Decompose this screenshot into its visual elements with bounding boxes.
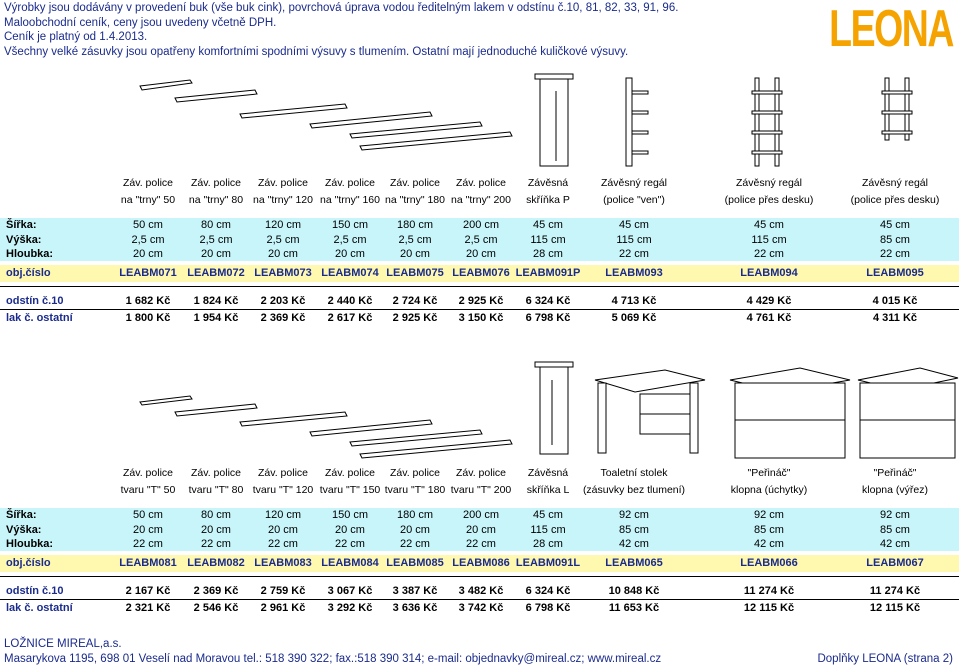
product-name: Toaletní stolek (600, 467, 668, 479)
width-row-cell: 45 cm (754, 219, 784, 231)
price10-row-cell: 2 203 Kč (260, 294, 306, 307)
cabinet-illustration (540, 76, 568, 166)
product-variant: tvaru "T" 150 (319, 484, 381, 496)
order-row-cell: LEABM085 (386, 557, 444, 569)
depth-row-cell: 42 cm (754, 537, 784, 550)
product-name: Záv. police (390, 177, 440, 189)
order-row-cell: LEABM093 (605, 267, 663, 279)
height-row (0, 233, 959, 247)
product-variant: (zásuvky bez tlumení) (582, 484, 686, 496)
height-row-cell: 20 cm (268, 523, 298, 536)
product-variant: tvaru "T" 50 (120, 484, 176, 496)
depth-row-cell: 22 cm (201, 537, 231, 550)
depth-row-cell: 22 cm (335, 537, 365, 550)
product-variant: tvaru "T" 120 (252, 484, 314, 496)
order-row-cell: LEABM091P (515, 267, 581, 279)
header-line-1: Výrobky jsou dodávány v provedení buk (vše buk cink), povrchová úprava vodou ředitelným lakem v odstínu č.10, 81, 82, 33, 91, 96. (4, 2, 679, 14)
price-other-row-cell: 5 069 Kč (611, 311, 657, 324)
width-row-cell: 50 cm (133, 219, 163, 231)
height-row-cell: 115 cm (751, 233, 787, 246)
price-other-row-cell: 1 800 Kč (125, 311, 171, 324)
width-row-cell: 180 cm (396, 219, 434, 231)
product-variant: na "trny" 200 (451, 194, 511, 206)
price10-row-cell: 3 067 Kč (327, 584, 373, 597)
height-row-cell: 2,5 cm (199, 233, 233, 246)
price10-row-label: odstín č.10 (6, 584, 64, 597)
price10-row-cell: 2 369 Kč (193, 584, 239, 597)
product-variant: na "trny" 120 (253, 194, 313, 206)
header-line-3: Ceník je platný od 1.4.2013. (4, 31, 148, 43)
divider (0, 599, 959, 600)
width-row-cell: 200 cm (462, 509, 500, 521)
width-row-cell: 150 cm (331, 219, 369, 231)
price10-row-cell: 4 429 Kč (746, 294, 792, 307)
width-row-cell: 120 cm (264, 509, 302, 521)
order-row (0, 265, 959, 282)
product-variant: na "trny" 160 (320, 194, 380, 206)
height-row-cell: 2,5 cm (266, 233, 300, 246)
product-variant: na "trny" 180 (385, 194, 445, 206)
order-row-cell: LEABM073 (254, 267, 312, 279)
order-row-cell: LEABM071 (119, 267, 177, 279)
price-other-row-cell: 3 636 Kč (392, 601, 438, 614)
order-row-cell: LEABM086 (452, 557, 510, 569)
product-variant: skříňka P (526, 194, 570, 206)
footer-address: Masarykova 1195, 698 01 Veselí nad Moravou tel.: 518 390 322; fax.:518 390 314; e-mail: objednavky@mireal.cz; www.mireal.cz (4, 653, 662, 665)
price10-row-cell: 11 274 Kč (869, 584, 921, 597)
depth-row-cell: 22 cm (268, 537, 298, 550)
width-row-cell: 45 cm (533, 219, 563, 231)
width-row-cell: 180 cm (396, 509, 434, 521)
product-name: Záv. police (191, 177, 241, 189)
order-row-cell: LEABM075 (386, 267, 444, 279)
depth-row-cell: 22 cm (754, 247, 784, 260)
order-row-cell: LEABM083 (254, 557, 312, 569)
product-illustrations-2 (0, 350, 959, 465)
depth-row-cell: 20 cm (133, 247, 163, 260)
product-name: Závěsný regál (736, 177, 802, 189)
divider (0, 286, 959, 287)
product-name: Záv. police (258, 467, 308, 479)
price-other-row-cell: 3 742 Kč (458, 601, 504, 614)
product-variant: (police přes desku) (850, 194, 940, 206)
product-variant: na "trny" 50 (120, 194, 176, 206)
price10-row-cell: 2 440 Kč (327, 294, 373, 307)
price10-row-cell: 4 015 Kč (872, 294, 918, 307)
height-row-label: Výška: (6, 233, 42, 246)
footer-page: Doplňky LEONA (strana 2) (817, 653, 953, 665)
height-row-cell: 20 cm (335, 523, 365, 536)
product-variant: (police přes desku) (724, 194, 814, 206)
price-other-row-cell: 2 925 Kč (392, 311, 438, 324)
price10-row-cell: 2 759 Kč (260, 584, 306, 597)
order-row-cell: LEABM094 (740, 267, 798, 279)
order-row-label: obj.číslo (6, 557, 51, 569)
depth-row-cell: 20 cm (201, 247, 231, 260)
depth-row-label: Hloubka: (6, 247, 54, 260)
width-row-cell: 80 cm (201, 219, 231, 231)
height-row-cell: 2,5 cm (464, 233, 498, 246)
price-other-row (0, 601, 959, 615)
width-row (0, 508, 959, 523)
width-row-cell: 150 cm (331, 509, 369, 521)
product-illustrations-1 (0, 66, 959, 176)
width-row-cell: 45 cm (880, 219, 910, 231)
depth-row (0, 247, 959, 261)
height-row-cell: 85 cm (619, 523, 649, 536)
price10-row-cell: 2 167 Kč (125, 584, 171, 597)
price-other-row-cell: 4 311 Kč (872, 311, 918, 324)
depth-row-cell: 42 cm (880, 537, 910, 550)
price10-row (0, 294, 959, 308)
product-variant: (police "ven") (603, 194, 665, 206)
height-row-cell: 2,5 cm (131, 233, 165, 246)
height-row-cell: 85 cm (880, 523, 910, 536)
price10-row-cell: 6 324 Kč (525, 294, 571, 307)
product-name: Závěsná (527, 467, 569, 479)
footer-company: LOŽNICE MIREAL,a.s. (4, 638, 122, 650)
product-variant: klopna (výřez) (862, 484, 928, 496)
width-row-cell: 92 cm (880, 509, 910, 521)
price10-row-cell: 1 824 Kč (193, 294, 239, 307)
price10-row-cell: 2 925 Kč (458, 294, 504, 307)
width-row-cell: 92 cm (619, 509, 649, 521)
width-row (0, 218, 959, 233)
product-variant: klopna (úchytky) (730, 484, 808, 496)
product-variant: tvaru "T" 200 (450, 484, 512, 496)
price10-row-cell: 3 482 Kč (458, 584, 504, 597)
divider (0, 576, 959, 577)
order-row-cell: LEABM072 (187, 267, 245, 279)
height-row-cell: 20 cm (466, 523, 496, 536)
price10-row-cell: 3 387 Kč (392, 584, 438, 597)
width-row-label: Šířka: (6, 219, 37, 231)
price-other-row-label: lak č. ostatní (6, 311, 73, 324)
header-line-2: Maloobchodní ceník, ceny jsou uvedeny včetně DPH. (4, 16, 277, 29)
header-text (4, 1, 678, 59)
order-row-cell: LEABM066 (740, 557, 798, 569)
order-row-cell: LEABM095 (866, 267, 924, 279)
height-row-cell: 85 cm (880, 233, 910, 246)
height-row-label: Výška: (6, 523, 42, 536)
height-row (0, 523, 959, 537)
product-name: "Peřináč" (873, 467, 917, 479)
depth-row-cell: 28 cm (533, 537, 563, 550)
depth-row-cell: 22 cm (133, 537, 163, 550)
price10-row-cell: 10 848 Kč (608, 584, 660, 597)
price-other-row-cell: 3 292 Kč (327, 601, 373, 614)
product-name: Záv. police (123, 177, 173, 189)
depth-row-cell: 20 cm (335, 247, 365, 260)
depth-row-cell: 22 cm (880, 247, 910, 260)
product-name: Záv. police (258, 177, 308, 189)
depth-row-cell: 20 cm (268, 247, 298, 260)
product-name: Závěsná (527, 177, 569, 189)
height-row-cell: 20 cm (133, 523, 163, 536)
width-row-cell: 120 cm (264, 219, 302, 231)
order-row (0, 555, 959, 572)
product-name: Záv. police (123, 467, 173, 479)
price10-row (0, 584, 959, 598)
shelf-illustration (140, 80, 192, 90)
price10-row-cell: 1 682 Kč (125, 294, 171, 307)
price-other-row-label: lak č. ostatní (6, 601, 73, 614)
depth-row-cell: 20 cm (466, 247, 496, 260)
width-row-cell: 92 cm (754, 509, 784, 521)
price-other-row-cell: 3 150 Kč (458, 311, 504, 324)
height-row-cell: 20 cm (400, 523, 430, 536)
order-row-label: obj.číslo (6, 267, 51, 279)
product-name: Záv. police (456, 177, 506, 189)
depth-row (0, 537, 959, 551)
depth-row-label: Hloubka: (6, 537, 54, 550)
product-name: Závěsný regál (862, 177, 928, 189)
price-other-row (0, 311, 959, 325)
order-row-cell: LEABM081 (119, 557, 177, 569)
width-row-cell: 80 cm (201, 509, 231, 521)
width-row-cell: 50 cm (133, 509, 163, 521)
width-row-cell: 45 cm (619, 219, 649, 231)
product-name: Záv. police (191, 467, 241, 479)
width-row-label: Šířka: (6, 509, 37, 521)
product-name: Závěsný regál (601, 177, 667, 189)
price-other-row-cell: 2 961 Kč (260, 601, 306, 614)
order-row-cell: LEABM067 (866, 557, 924, 569)
height-row-cell: 115 cm (530, 233, 566, 246)
height-row-cell: 20 cm (201, 523, 231, 536)
order-row-cell: LEABM084 (321, 557, 379, 569)
order-row-cell: LEABM082 (187, 557, 245, 569)
order-row-cell: LEABM091L (515, 557, 581, 569)
price-other-row-cell: 2 369 Kč (260, 311, 306, 324)
product-name: Záv. police (456, 467, 506, 479)
price-other-row-cell: 12 115 Kč (743, 601, 795, 614)
height-row-cell: 115 cm (530, 523, 566, 536)
product-name: "Peřináč" (747, 467, 791, 479)
price-other-row-cell: 2 617 Kč (327, 311, 373, 324)
height-row-cell: 85 cm (754, 523, 784, 536)
product-name: Záv. police (325, 177, 375, 189)
height-row-cell: 115 cm (616, 233, 652, 246)
depth-row-cell: 28 cm (533, 247, 563, 260)
price-other-row-cell: 11 653 Kč (608, 601, 660, 614)
product-variant: na "trny" 80 (188, 194, 244, 206)
product-name: Záv. police (390, 467, 440, 479)
price10-row-cell: 2 724 Kč (392, 294, 438, 307)
price10-row-label: odstín č.10 (6, 294, 64, 307)
divider (0, 309, 959, 310)
order-row-cell: LEABM074 (321, 267, 379, 279)
price-other-row-cell: 6 798 Kč (525, 311, 571, 324)
price-other-row-cell: 2 321 Kč (125, 601, 171, 614)
price10-row-cell: 6 324 Kč (525, 584, 571, 597)
height-row-cell: 2,5 cm (333, 233, 367, 246)
width-row-cell: 200 cm (462, 219, 500, 231)
height-row-cell: 2,5 cm (398, 233, 432, 246)
price-other-row-cell: 1 954 Kč (193, 311, 239, 324)
product-variant: tvaru "T" 80 (188, 484, 244, 496)
depth-row-cell: 20 cm (400, 247, 430, 260)
product-variant: tvaru "T" 180 (384, 484, 446, 496)
product-name: Záv. police (325, 467, 375, 479)
leona-logo: LEONA (829, 0, 953, 58)
price-other-row-cell: 6 798 Kč (525, 601, 571, 614)
order-row-cell: LEABM065 (605, 557, 663, 569)
depth-row-cell: 22 cm (400, 537, 430, 550)
price-other-row-cell: 2 546 Kč (193, 601, 239, 614)
order-row-cell: LEABM076 (452, 267, 510, 279)
depth-row-cell: 22 cm (619, 247, 649, 260)
price-other-row-cell: 12 115 Kč (869, 601, 921, 614)
product-variant: skříňka L (526, 484, 570, 496)
price10-row-cell: 4 713 Kč (611, 294, 657, 307)
header-line-4: Všechny velké zásuvky jsou opatřeny komfortními spodními výsuvy s tlumením. Ostatní mají jednoduché kuličkové výsuvy. (4, 45, 629, 58)
price10-row-cell: 11 274 Kč (743, 584, 795, 597)
depth-row-cell: 22 cm (466, 537, 496, 550)
depth-row-cell: 42 cm (619, 537, 649, 550)
width-row-cell: 45 cm (533, 509, 563, 521)
price-other-row-cell: 4 761 Kč (746, 311, 792, 324)
